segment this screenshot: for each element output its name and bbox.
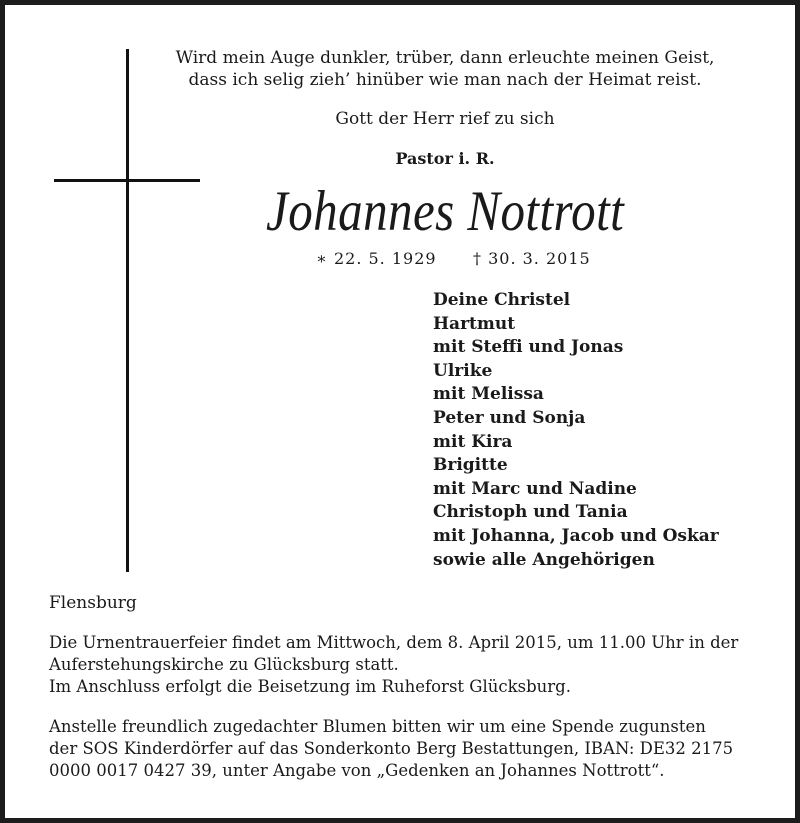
family-member: mit Johanna, Jacob und Oskar bbox=[433, 525, 719, 546]
deceased-name: Johannes Nottrott bbox=[266, 180, 625, 243]
family-member: Christoph und Tania bbox=[433, 502, 628, 523]
family-member: Brigitte bbox=[433, 455, 508, 476]
verse-line: dass ich selig zieh’ hinüber wie man nach der Heimat reist. bbox=[188, 70, 702, 90]
donation-line: 0000 0017 0427 39, unter Angabe von „Gedenken an Johannes Nottrott“. bbox=[49, 761, 665, 780]
ceremony-line: Auferstehungskirche zu Glücksburg statt. bbox=[49, 655, 399, 674]
ceremony-paragraph bbox=[49, 632, 789, 698]
verse bbox=[105, 47, 785, 91]
death-date: † 30. 3. 2015 bbox=[473, 249, 591, 268]
family-member: mit Steffi und Jonas bbox=[433, 337, 624, 358]
family-member: Peter und Sonja bbox=[433, 407, 586, 428]
ceremony-line: Im Anschluss erfolgt die Beisetzung im Ruheforst Glücksburg. bbox=[49, 677, 571, 696]
family-member: mit Kira bbox=[433, 431, 513, 452]
deceased-title: Pastor i. R. bbox=[395, 149, 495, 168]
intro-line: Gott der Herr rief zu sich bbox=[335, 109, 555, 129]
donation-line: der SOS Kinderdörfer auf das Sonderkonto Berg Bestattungen, IBAN: DE32 2175 bbox=[49, 739, 734, 758]
verse-line: Wird mein Auge dunkler, trüber, dann erleuchte meinen Geist, bbox=[175, 48, 715, 68]
family-member: sowie alle Angehörigen bbox=[433, 549, 655, 570]
family-member: Ulrike bbox=[433, 360, 493, 381]
birth-date: ∗ 22. 5. 1929 bbox=[316, 249, 437, 268]
donation-paragraph bbox=[49, 716, 789, 782]
family-member: mit Melissa bbox=[433, 384, 544, 405]
ceremony-line: Die Urnentrauerfeier findet am Mittwoch, dem 8. April 2015, um 11.00 Uhr in der bbox=[49, 633, 739, 652]
donation-line: Anstelle freundlich zugedachter Blumen bitten wir um eine Spende zugunsten bbox=[49, 717, 706, 736]
family-member: Hartmut bbox=[433, 313, 516, 334]
family-member: Deine Christel bbox=[433, 290, 571, 310]
family-member: mit Marc und Nadine bbox=[433, 478, 637, 499]
family-list bbox=[433, 289, 719, 572]
place-name: Flensburg bbox=[49, 593, 137, 613]
